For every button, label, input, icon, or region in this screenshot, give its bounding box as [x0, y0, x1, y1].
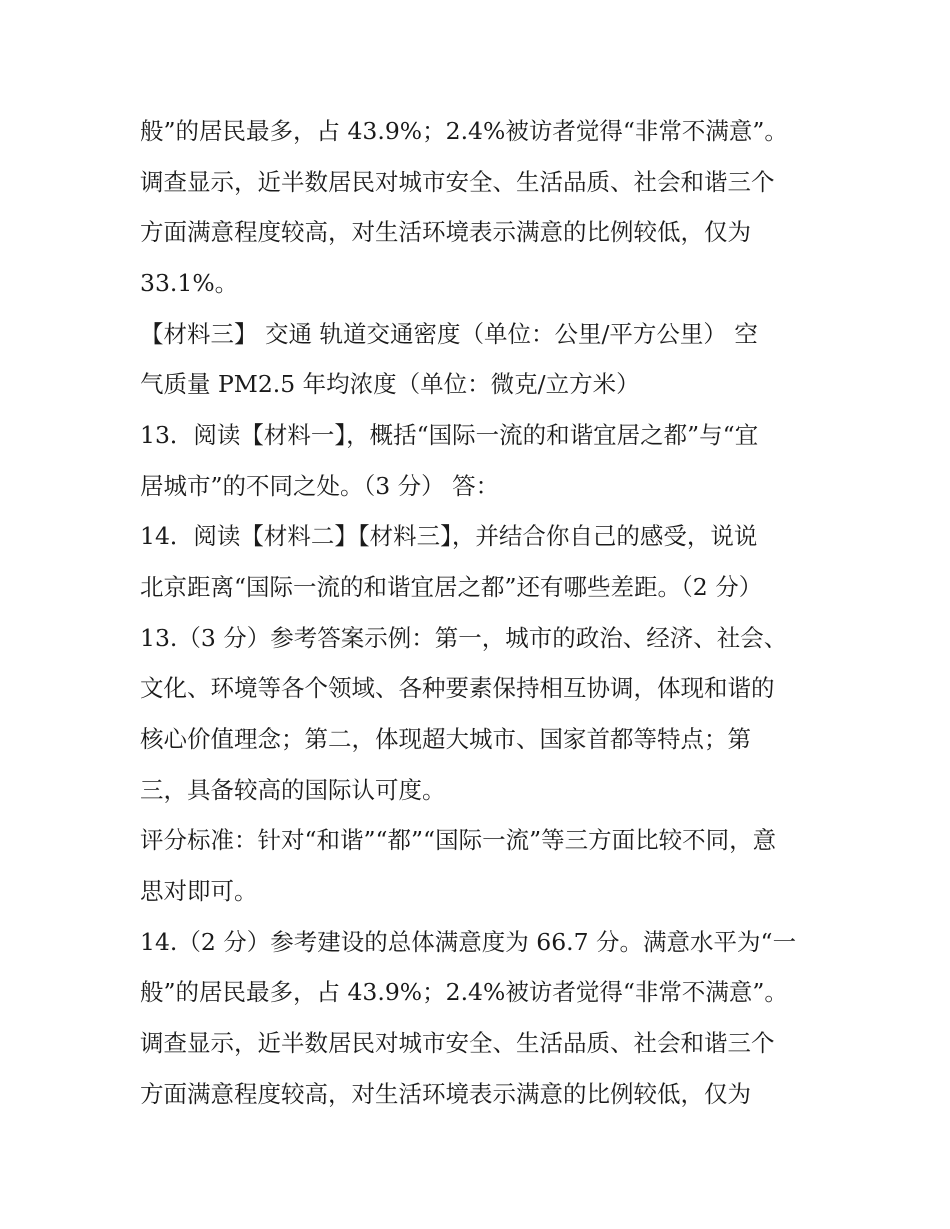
text-line: 33.1%。 — [140, 269, 239, 297]
text-line: 北京距离“国际一流的和谐宜居之都”还有哪些差距。（2 分） — [140, 573, 763, 601]
text-line: 调查显示，近半数居民对城市安全、生活品质、社会和谐三个 — [140, 1029, 775, 1057]
text-line: 调查显示，近半数居民对城市安全、生活品质、社会和谐三个 — [140, 168, 775, 196]
text-line: 核心价值理念；第二，体现超大城市、国家首都等特点；第 — [140, 725, 751, 753]
text-line: 居城市”的不同之处。（3 分） 答： — [140, 472, 500, 500]
text-line: 般”的居民最多，占 43.9%；2.4%被访者觉得“非常不满意”。 — [140, 117, 788, 145]
text-line: 方面满意程度较高，对生活环境表示满意的比例较低，仅为 — [140, 218, 751, 246]
answer-14: 14.（2 分）参考建设的总体满意度为 66.7 分。满意水平为“一 — [140, 928, 797, 956]
text-line: 【材料三】 交通 轨道交通密度（单位：公里/平方公里） 空 — [140, 320, 758, 348]
text-line: 气质量 PM2.5 年均浓度（单位：微克/立方米） — [140, 370, 640, 398]
scoring-standard: 评分标准：针对“和谐”“都”“国际一流”等三方面比较不同，意 — [140, 826, 777, 854]
text-line: 文化、环境等各个领域、各种要素保持相互协调，体现和谐的 — [140, 674, 775, 702]
answer-13: 13.（3 分）参考答案示例：第一，城市的政治、经济、社会、 — [140, 624, 788, 652]
text-line: 般”的居民最多，占 43.9%；2.4%被访者觉得“非常不满意”。 — [140, 978, 788, 1006]
question-13: 13．阅读【材料一】，概括“国际一流的和谐宜居之都”与“宜 — [140, 421, 759, 449]
text-line: 三，具备较高的国际认可度。 — [140, 776, 446, 804]
question-14: 14．阅读【材料二】【材料三】，并结合你自己的感受，说说 — [140, 522, 758, 550]
text-line: 方面满意程度较高，对生活环境表示满意的比例较低，仅为 — [140, 1080, 751, 1108]
text-line: 思对即可。 — [140, 877, 258, 905]
